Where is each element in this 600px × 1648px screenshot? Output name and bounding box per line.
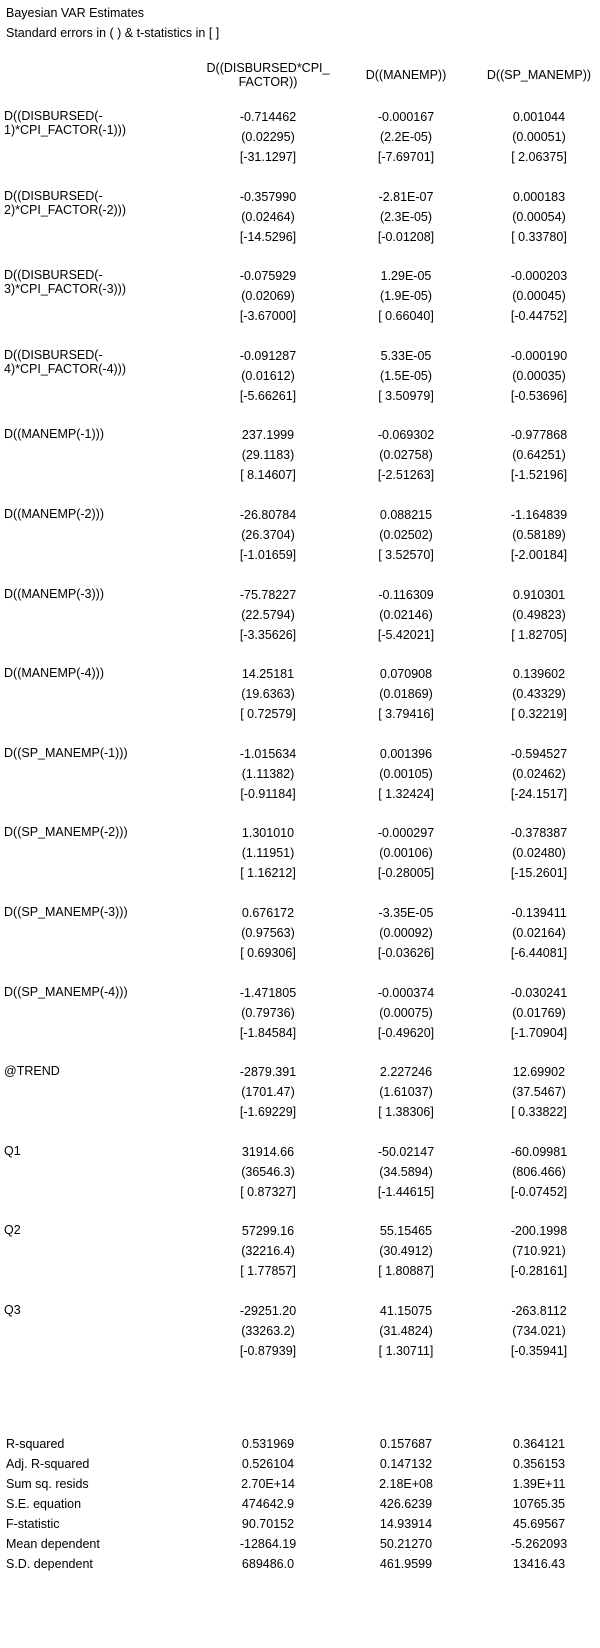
coefficient-cell: -1.015634 — [239, 747, 297, 761]
t-statistic-cell: [-0.49620] — [377, 1026, 435, 1040]
t-statistic-cell: [-5.66261] — [239, 389, 297, 403]
coefficient-cell: -0.714462 — [239, 110, 297, 124]
t-statistic-cell: [-0.91184] — [240, 787, 296, 801]
coefficient-cell: 1.301010 — [241, 826, 295, 840]
row-label — [4, 746, 128, 760]
coefficient-cell: -0.378387 — [510, 826, 568, 840]
stat-label: Mean dependent — [6, 1537, 100, 1551]
coefficient-cell: -60.09981 — [510, 1145, 568, 1159]
t-statistic-cell: [-0.01208] — [377, 230, 435, 244]
stat-value: 0.356153 — [512, 1457, 566, 1471]
t-statistic-cell: [-1.44615] — [377, 1185, 435, 1199]
row-label-line: 4)*CPI_FACTOR(-4))) — [4, 362, 127, 376]
coefficient-cell: -0.116309 — [378, 588, 434, 602]
row-label-line: Q1 — [4, 1144, 21, 1158]
row-label-line: Q3 — [4, 1303, 21, 1317]
standard-error-cell: (34.5894) — [379, 1165, 433, 1179]
stat-value: 0.531969 — [241, 1437, 295, 1451]
stat-label: R-squared — [6, 1437, 65, 1451]
t-statistic-cell: [ 1.77857] — [240, 1264, 296, 1278]
standard-error-cell: (0.00051) — [512, 130, 566, 144]
row-label-line: 2)*CPI_FACTOR(-2))) — [4, 203, 127, 217]
coefficient-cell: -0.000203 — [510, 269, 568, 283]
stat-value: 2.70E+14 — [241, 1477, 295, 1491]
t-statistic-cell: [-1.69229] — [239, 1105, 297, 1119]
stat-value: 0.157687 — [379, 1437, 433, 1451]
row-label — [4, 189, 126, 217]
stat-value: 14.93914 — [379, 1517, 433, 1531]
column-header-line: FACTOR)) — [238, 75, 298, 89]
coefficient-cell: 41.15075 — [379, 1304, 433, 1318]
t-statistic-cell: [-0.07452] — [510, 1185, 568, 1199]
coefficient-cell: -75.78227 — [239, 588, 297, 602]
t-statistic-cell: [ 0.33822] — [511, 1105, 567, 1119]
row-label-line: D((MANEMP(-4))) — [4, 666, 104, 680]
standard-error-cell: (0.02502) — [379, 528, 433, 542]
standard-error-cell: (1701.47) — [241, 1085, 295, 1099]
coefficient-cell: 12.69902 — [512, 1065, 566, 1079]
row-label-line: D((MANEMP(-3))) — [4, 587, 104, 601]
standard-error-cell: (2.2E-05) — [379, 130, 433, 144]
row-label — [4, 1064, 60, 1078]
t-statistic-cell: [-1.70904] — [510, 1026, 568, 1040]
standard-error-cell: (0.01869) — [379, 687, 433, 701]
standard-error-cell: (0.00092) — [379, 926, 433, 940]
t-statistic-cell: [-3.35626] — [239, 628, 297, 642]
standard-error-cell: (0.43329) — [512, 687, 566, 701]
coefficient-cell: -200.1998 — [510, 1224, 568, 1238]
stat-label: Adj. R-squared — [6, 1457, 90, 1471]
t-statistic-cell: [-2.51263] — [377, 468, 435, 482]
standard-error-cell: (0.01612) — [241, 369, 295, 383]
t-statistic-cell: [-15.2601] — [510, 866, 568, 880]
standard-error-cell: (0.02164) — [512, 926, 566, 940]
standard-error-cell: (0.58189) — [512, 528, 566, 542]
standard-error-cell: (0.02295) — [241, 130, 295, 144]
standard-error-cell: (22.5794) — [241, 608, 295, 622]
stat-value: 10765.35 — [512, 1497, 566, 1511]
t-statistic-cell: [-0.53696] — [510, 389, 568, 403]
row-label-line: 3)*CPI_FACTOR(-3))) — [4, 282, 127, 296]
t-statistic-cell: [-5.42021] — [377, 628, 435, 642]
standard-error-cell: (0.02146) — [379, 608, 433, 622]
t-statistic-cell: [ 1.82705] — [511, 628, 567, 642]
coefficient-cell: 0.001044 — [512, 110, 566, 124]
t-statistic-cell: [ 3.79416] — [378, 707, 434, 721]
row-label — [4, 587, 104, 601]
stat-value: -12864.19 — [239, 1537, 297, 1551]
t-statistic-cell: [ 0.32219] — [511, 707, 567, 721]
t-statistic-cell: [-0.35941] — [510, 1344, 568, 1358]
coefficient-cell: 0.910301 — [512, 588, 566, 602]
coefficient-cell: 31914.66 — [241, 1145, 295, 1159]
standard-error-cell: (0.00054) — [512, 210, 566, 224]
t-statistic-cell: [-3.67000] — [239, 309, 297, 323]
standard-error-cell: (0.00045) — [512, 289, 566, 303]
coefficient-cell: 14.25181 — [241, 667, 295, 681]
coefficient-cell: -50.02147 — [377, 1145, 435, 1159]
stat-value: 13416.43 — [512, 1557, 566, 1571]
t-statistic-cell: [-0.44752] — [510, 309, 568, 323]
t-statistic-cell: [ 3.52570] — [378, 548, 434, 562]
coefficient-cell: -0.000374 — [377, 986, 435, 1000]
row-label-line: D((MANEMP(-1))) — [4, 427, 104, 441]
t-statistic-cell: [ 1.32424] — [378, 787, 434, 801]
stat-value: 0.147132 — [379, 1457, 433, 1471]
standard-error-cell: (19.6363) — [241, 687, 295, 701]
row-label-line: D((SP_MANEMP(-1))) — [4, 746, 128, 760]
standard-error-cell: (0.00035) — [512, 369, 566, 383]
column-header-sp-manemp: D((SP_MANEMP)) — [486, 68, 592, 82]
standard-error-cell: (0.00106) — [379, 846, 433, 860]
coefficient-cell: -0.075929 — [239, 269, 297, 283]
standard-error-cell: (2.3E-05) — [379, 210, 433, 224]
row-label-line: D((DISBURSED(- — [4, 348, 103, 362]
stat-value: 461.9599 — [379, 1557, 433, 1571]
stat-value: 1.39E+11 — [512, 1477, 566, 1491]
coefficient-cell: -0.000190 — [510, 349, 568, 363]
row-label — [4, 1223, 21, 1237]
standard-error-cell: (806.466) — [512, 1165, 566, 1179]
t-statistic-cell: [-0.87939] — [239, 1344, 297, 1358]
standard-error-cell: (33263.2) — [241, 1324, 295, 1338]
row-label — [4, 1144, 21, 1158]
t-statistic-cell: [-24.1517] — [510, 787, 568, 801]
row-label-line: D((MANEMP(-2))) — [4, 507, 104, 521]
standard-error-cell: (1.11951) — [241, 846, 295, 860]
standard-error-cell: (1.61037) — [379, 1085, 433, 1099]
coefficient-cell: 0.000183 — [512, 190, 566, 204]
t-statistic-cell: [-7.69701] — [377, 150, 435, 164]
standard-error-cell: (0.02462) — [512, 767, 566, 781]
stat-value: 474642.9 — [241, 1497, 295, 1511]
row-label-line: D((DISBURSED(- — [4, 109, 103, 123]
stat-value: 426.6239 — [379, 1497, 433, 1511]
stat-value: 0.526104 — [241, 1457, 295, 1471]
t-statistic-cell: [ 8.14607] — [240, 468, 296, 482]
row-label-line: 1)*CPI_FACTOR(-1))) — [4, 123, 127, 137]
standard-error-cell: (31.4824) — [379, 1324, 433, 1338]
coefficient-cell: 237.1999 — [241, 428, 295, 442]
coefficient-cell: 0.676172 — [241, 906, 295, 920]
coefficient-cell: -0.030241 — [510, 986, 568, 1000]
row-label — [4, 825, 128, 839]
t-statistic-cell: [-1.84584] — [239, 1026, 297, 1040]
coefficient-cell: 57299.16 — [241, 1224, 295, 1238]
output-subtitle: Standard errors in ( ) & t-statistics in [ ] — [6, 26, 220, 40]
t-statistic-cell: [-31.1297] — [239, 150, 297, 164]
row-label — [4, 1303, 21, 1317]
t-statistic-cell: [-6.44081] — [510, 946, 568, 960]
stat-value: 689486.0 — [241, 1557, 295, 1571]
row-label — [4, 666, 104, 680]
coefficient-cell: -26.80784 — [239, 508, 297, 522]
t-statistic-cell: [ 1.16212] — [240, 866, 296, 880]
coefficient-cell: -0.594527 — [510, 747, 568, 761]
t-statistic-cell: [ 0.66040] — [378, 309, 434, 323]
standard-error-cell: (1.9E-05) — [379, 289, 433, 303]
standard-error-cell: (0.00105) — [379, 767, 433, 781]
column-header-manemp: D((MANEMP)) — [365, 68, 447, 82]
stat-label: S.E. equation — [6, 1497, 82, 1511]
standard-error-cell: (710.921) — [512, 1244, 566, 1258]
coefficient-cell: -1.471805 — [239, 986, 297, 1000]
coefficient-cell: 0.088215 — [379, 508, 433, 522]
t-statistic-cell: [ 2.06375] — [511, 150, 567, 164]
row-label-line: @TREND — [4, 1064, 60, 1078]
standard-error-cell: (0.49823) — [512, 608, 566, 622]
standard-error-cell: (0.64251) — [512, 448, 566, 462]
row-label — [4, 507, 104, 521]
row-label-line: D((DISBURSED(- — [4, 268, 103, 282]
coefficient-cell: -263.8112 — [511, 1304, 567, 1318]
coefficient-cell: 5.33E-05 — [380, 349, 432, 363]
standard-error-cell: (0.02069) — [241, 289, 295, 303]
stat-label: F-statistic — [6, 1517, 60, 1531]
t-statistic-cell: [-1.01659] — [239, 548, 297, 562]
standard-error-cell: (0.79736) — [241, 1006, 295, 1020]
standard-error-cell: (32216.4) — [241, 1244, 295, 1258]
coefficient-cell: -0.977868 — [510, 428, 568, 442]
stat-value: 45.69567 — [512, 1517, 566, 1531]
standard-error-cell: (0.97563) — [241, 926, 295, 940]
t-statistic-cell: [ 1.80887] — [378, 1264, 434, 1278]
row-label — [4, 348, 126, 376]
row-label — [4, 905, 128, 919]
coefficient-cell: -0.069302 — [377, 428, 435, 442]
column-header-line: D((DISBURSED*CPI_ — [206, 61, 330, 75]
stat-value: 50.21270 — [379, 1537, 433, 1551]
standard-error-cell: (0.00075) — [379, 1006, 433, 1020]
t-statistic-cell: [ 1.38306] — [378, 1105, 434, 1119]
t-statistic-cell: [ 0.72579] — [240, 707, 296, 721]
coefficient-cell: -0.000297 — [377, 826, 435, 840]
standard-error-cell: (1.11382) — [241, 767, 295, 781]
coefficient-cell: 0.139602 — [512, 667, 566, 681]
standard-error-cell: (0.01769) — [512, 1006, 566, 1020]
coefficient-cell: -0.000167 — [377, 110, 435, 124]
stat-value: 0.364121 — [512, 1437, 566, 1451]
column-header-disbursed — [194, 61, 342, 89]
t-statistic-cell: [-0.28005] — [377, 866, 435, 880]
stat-value: 2.18E+08 — [379, 1477, 433, 1491]
standard-error-cell: (36546.3) — [241, 1165, 295, 1179]
t-statistic-cell: [-1.52196] — [510, 468, 568, 482]
standard-error-cell: (26.3704) — [241, 528, 295, 542]
t-statistic-cell: [ 0.33780] — [511, 230, 567, 244]
row-label — [4, 427, 104, 441]
standard-error-cell: (29.1183) — [241, 448, 295, 462]
standard-error-cell: (734.021) — [512, 1324, 566, 1338]
stat-label: Sum sq. resids — [6, 1477, 89, 1491]
standard-error-cell: (37.5467) — [512, 1085, 566, 1099]
t-statistic-cell: [ 1.30711] — [378, 1344, 434, 1358]
coefficient-cell: -3.35E-05 — [378, 906, 434, 920]
row-label-line: D((SP_MANEMP(-3))) — [4, 905, 128, 919]
coefficient-cell: -1.164839 — [510, 508, 568, 522]
coefficient-cell: -0.091287 — [239, 349, 297, 363]
t-statistic-cell: [-0.28161] — [510, 1264, 568, 1278]
output-title: Bayesian VAR Estimates — [6, 6, 145, 20]
row-label-line: D((SP_MANEMP(-4))) — [4, 985, 128, 999]
t-statistic-cell: [-0.03626] — [377, 946, 435, 960]
t-statistic-cell: [-14.5296] — [239, 230, 297, 244]
coefficient-cell: 1.29E-05 — [380, 269, 432, 283]
row-label — [4, 268, 126, 296]
t-statistic-cell: [ 0.69306] — [240, 946, 296, 960]
row-label — [4, 985, 128, 999]
t-statistic-cell: [-2.00184] — [510, 548, 568, 562]
row-label — [4, 109, 126, 137]
standard-error-cell: (30.4912) — [379, 1244, 433, 1258]
standard-error-cell: (0.02464) — [241, 210, 295, 224]
standard-error-cell: (1.5E-05) — [379, 369, 433, 383]
coefficient-cell: 55.15465 — [379, 1224, 433, 1238]
standard-error-cell: (0.02480) — [512, 846, 566, 860]
t-statistic-cell: [ 0.87327] — [240, 1185, 296, 1199]
stat-value: -5.262093 — [510, 1537, 568, 1551]
row-label-line: D((DISBURSED(- — [4, 189, 103, 203]
coefficient-cell: 0.001396 — [379, 747, 433, 761]
coefficient-cell: 0.070908 — [379, 667, 433, 681]
stat-value: 90.70152 — [241, 1517, 295, 1531]
coefficient-cell: -29251.20 — [239, 1304, 297, 1318]
coefficient-cell: -2.81E-07 — [378, 190, 434, 204]
coefficient-cell: -0.139411 — [511, 906, 567, 920]
row-label-line: D((SP_MANEMP(-2))) — [4, 825, 128, 839]
stat-label: S.D. dependent — [6, 1557, 93, 1571]
standard-error-cell: (0.02758) — [379, 448, 433, 462]
coefficient-cell: -0.357990 — [239, 190, 297, 204]
coefficient-cell: 2.227246 — [379, 1065, 433, 1079]
row-label-line: Q2 — [4, 1223, 21, 1237]
t-statistic-cell: [ 3.50979] — [378, 389, 434, 403]
coefficient-cell: -2879.391 — [239, 1065, 297, 1079]
